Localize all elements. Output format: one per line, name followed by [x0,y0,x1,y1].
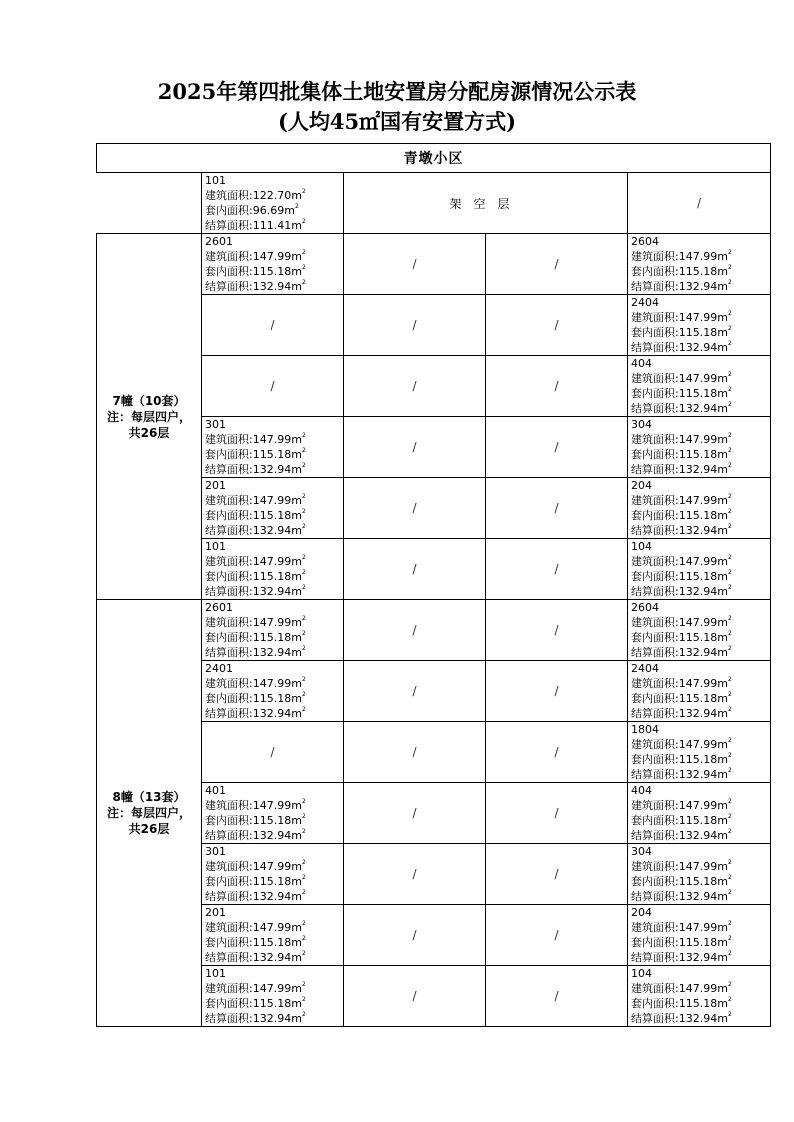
settle-area: 结算面积$:132.94m^2$ [631,706,732,720]
build-area: 建筑面积$:147.99m^2$ [631,981,732,995]
inner-area: 套内面积$:115.18m^2$ [205,996,306,1010]
unit-number: 404 [631,357,652,370]
settle-area: 结算面积$:132.94m^2$ [631,889,732,903]
inner-area: 套内面积$:115.18m^2$ [205,264,306,278]
empty-cell: / [486,661,628,722]
empty-cell: / [486,783,628,844]
build-area: 建筑面积$:147.99m^2$ [631,493,732,507]
empty-cell: / [486,966,628,1027]
building-floors: 共26层 [128,425,170,440]
unit-number: 101 [205,174,226,187]
unit-cell [628,966,771,1027]
building-note: 注：每层四户， [106,409,191,424]
unit-cell [628,295,771,356]
empty-cell: / [344,783,486,844]
settle-area: 结算面积$:132.94m^2$ [631,401,732,415]
unit-cell [628,234,771,295]
unit-number: 2604 [631,235,659,248]
inner-area: 套内面积$:115.18m^2$ [631,752,732,766]
empty-cell: / [486,417,628,478]
empty-cell: / [344,966,486,1027]
unit-cell [202,905,344,966]
build-area: 建筑面积$:147.99m^2$ [205,554,306,568]
settle-area: 结算面积$:132.94m^2$ [631,462,732,476]
build-area: 建筑面积$:147.99m^2$ [631,676,732,690]
settle-area: 结算面积$:132.94m^2$ [205,523,306,537]
building-name: 8幢（13套） [112,790,186,804]
empty-cell: / [486,478,628,539]
unit-cell [202,966,344,1027]
table-row [97,600,771,661]
unit-cell [628,478,771,539]
building-label [97,234,202,600]
settle-area: 结算面积$:132.94m^2$ [631,950,732,964]
unit-number: 204 [631,479,652,492]
inner-area: 套内面积$:115.18m^2$ [631,874,732,888]
unit-cell [202,844,344,905]
unit-number: 401 [205,784,226,797]
settle-area: 结算面积$:132.94m^2$ [631,279,732,293]
build-area: 建筑面积$:147.99m^2$ [205,981,306,995]
stilt-floor-cell: 架空层 [344,173,628,234]
unit-number: 2401 [205,662,233,675]
unit-cell [628,661,771,722]
unit-cell [202,783,344,844]
build-area: 建筑面积$:147.99m^2$ [205,859,306,873]
unit-cell [202,539,344,600]
settle-area: 结算面积$:132.94m^2$ [205,584,306,598]
build-area: 建筑面积$:147.99m^2$ [631,249,732,263]
empty-cell: / [344,722,486,783]
inner-area: 套内面积$:115.18m^2$ [631,630,732,644]
settle-area: 结算面积$:132.94m^2$ [205,279,306,293]
build-area: 建筑面积$:147.99m^2$ [205,798,306,812]
empty-cell: / [344,661,486,722]
unit-number: 404 [631,784,652,797]
unit-number: 204 [631,906,652,919]
inner-area: 套内面积$:115.18m^2$ [205,569,306,583]
unit-cell [202,234,344,295]
settle-area: 结算面积$:111.41m^2$ [205,218,306,232]
inner-area: 套内面积$:115.18m^2$ [631,447,732,461]
build-area: 建筑面积$:122.70m^2$ [205,188,306,202]
unit-cell [628,417,771,478]
settle-area: 结算面积$:132.94m^2$ [631,645,732,659]
inner-area: 套内面积$:115.18m^2$ [631,691,732,705]
unit-cell [628,600,771,661]
build-area: 建筑面积$:147.99m^2$ [205,249,306,263]
inner-area: 套内面积$:115.18m^2$ [631,996,732,1010]
inner-area: 套内面积$:115.18m^2$ [631,264,732,278]
unit-cell [628,905,771,966]
unit-cell [628,844,771,905]
empty-cell: / [344,600,486,661]
building-name: 7幢（10套） [112,393,186,408]
build-area: 建筑面积$:147.99m^2$ [631,859,732,873]
settle-area: 结算面积$:132.94m^2$ [205,889,306,903]
settle-area: 结算面积$:132.94m^2$ [631,584,732,598]
inner-area: 套内面积$:115.18m^2$ [205,447,306,461]
build-area: 建筑面积$:147.99m^2$ [205,432,306,446]
unit-number: 2601 [205,601,233,614]
unit-number: 2404 [631,296,659,309]
settle-area: 结算面积$:132.94m^2$ [205,950,306,964]
build-area: 建筑面积$:147.99m^2$ [631,920,732,934]
unit-number: 101 [205,967,226,980]
build-area: 建筑面积$:147.99m^2$ [205,676,306,690]
inner-area: 套内面积$:115.18m^2$ [205,691,306,705]
settle-area: 结算面积$:132.94m^2$ [205,706,306,720]
build-area: 建筑面积$:147.99m^2$ [631,432,732,446]
settle-area: 结算面积$:132.94m^2$ [631,828,732,842]
inner-area: 套内面积$:115.18m^2$ [631,569,732,583]
building-note: 注：每层四户， [106,806,191,820]
unit-cell [628,356,771,417]
unit-number: 301 [205,418,226,431]
inner-area: 套内面积$:115.18m^2$ [631,386,732,400]
empty-cell: / [344,539,486,600]
empty-cell: / [202,722,344,783]
inner-area: 套内面积$:115.18m^2$ [205,813,306,827]
community-header-row [97,144,771,173]
unit-number: 2404 [631,662,659,675]
ground-label-cell [97,173,202,234]
build-area: 建筑面积$:147.99m^2$ [631,615,732,629]
unit-cell [202,478,344,539]
unit-cell [202,417,344,478]
settle-area: 结算面积$:132.94m^2$ [631,1011,732,1025]
table-row [97,234,771,295]
inner-area: 套内面积$:115.18m^2$ [631,325,732,339]
page-subtitle: (人均45㎡国有安置方式) [277,109,517,134]
settle-area: 结算面积$:132.94m^2$ [205,828,306,842]
empty-cell: / [344,417,486,478]
inner-area: 套内面积$:115.18m^2$ [205,508,306,522]
inner-area: 套内面积$:115.18m^2$ [205,935,306,949]
inner-area: 套内面积$:115.18m^2$ [631,935,732,949]
community-name: 青墩小区 [97,144,771,173]
build-area: 建筑面积$:147.99m^2$ [631,554,732,568]
empty-cell: / [202,295,344,356]
unit-cell [202,600,344,661]
empty-cell: / [344,844,486,905]
build-area: 建筑面积$:147.99m^2$ [205,615,306,629]
inner-area: 套内面积$:115.18m^2$ [205,630,306,644]
unit-cell [628,722,771,783]
empty-cell: / [486,539,628,600]
unit-number: 101 [205,540,226,553]
housing-table [96,143,771,1027]
build-area: 建筑面积$:147.99m^2$ [631,371,732,385]
unit-number: 201 [205,479,226,492]
unit-number: 304 [631,845,652,858]
settle-area: 结算面积$:132.94m^2$ [205,462,306,476]
empty-cell: / [344,356,486,417]
building-label [97,600,202,1027]
empty-cell: / [202,356,344,417]
empty-cell: / [344,905,486,966]
unit-number: 2604 [631,601,659,614]
empty-cell: / [344,478,486,539]
build-area: 建筑面积$:147.99m^2$ [631,310,732,324]
unit-cell [202,173,344,234]
unit-number: 104 [631,967,652,980]
inner-area: 套内面积$:115.18m^2$ [631,813,732,827]
settle-area: 结算面积$:132.94m^2$ [631,340,732,354]
ground-floor-row [97,173,771,234]
empty-cell: / [486,844,628,905]
build-area: 建筑面积$:147.99m^2$ [631,798,732,812]
unit-number: 2601 [205,235,233,248]
unit-cell [202,661,344,722]
unit-cell [628,539,771,600]
settle-area: 结算面积$:132.94m^2$ [205,1011,306,1025]
unit-number: 304 [631,418,652,431]
empty-cell: / [344,295,486,356]
build-area: 建筑面积$:147.99m^2$ [205,920,306,934]
building-floors: 共26层 [128,822,170,836]
empty-cell: / [344,234,486,295]
build-area: 建筑面积$:147.99m^2$ [631,737,732,751]
empty-cell: / [486,905,628,966]
empty-cell: / [486,600,628,661]
inner-area: 套内面积$:115.18m^2$ [205,874,306,888]
settle-area: 结算面积$:132.94m^2$ [205,645,306,659]
empty-cell: / [628,173,771,234]
empty-cell: / [486,295,628,356]
inner-area: 套内面积$:96.69m^2$ [205,203,299,217]
inner-area: 套内面积$:115.18m^2$ [631,508,732,522]
unit-cell [628,783,771,844]
settle-area: 结算面积$:132.94m^2$ [631,523,732,537]
unit-number: 201 [205,906,226,919]
unit-number: 104 [631,540,652,553]
build-area: 建筑面积$:147.99m^2$ [205,493,306,507]
empty-cell: / [486,356,628,417]
unit-number: 1804 [631,723,659,736]
page-title: 2025年第四批集体土地安置房分配房源情况公示表 [157,79,637,104]
empty-cell: / [486,234,628,295]
empty-cell: / [486,722,628,783]
settle-area: 结算面积$:132.94m^2$ [631,767,732,781]
unit-number: 301 [205,845,226,858]
